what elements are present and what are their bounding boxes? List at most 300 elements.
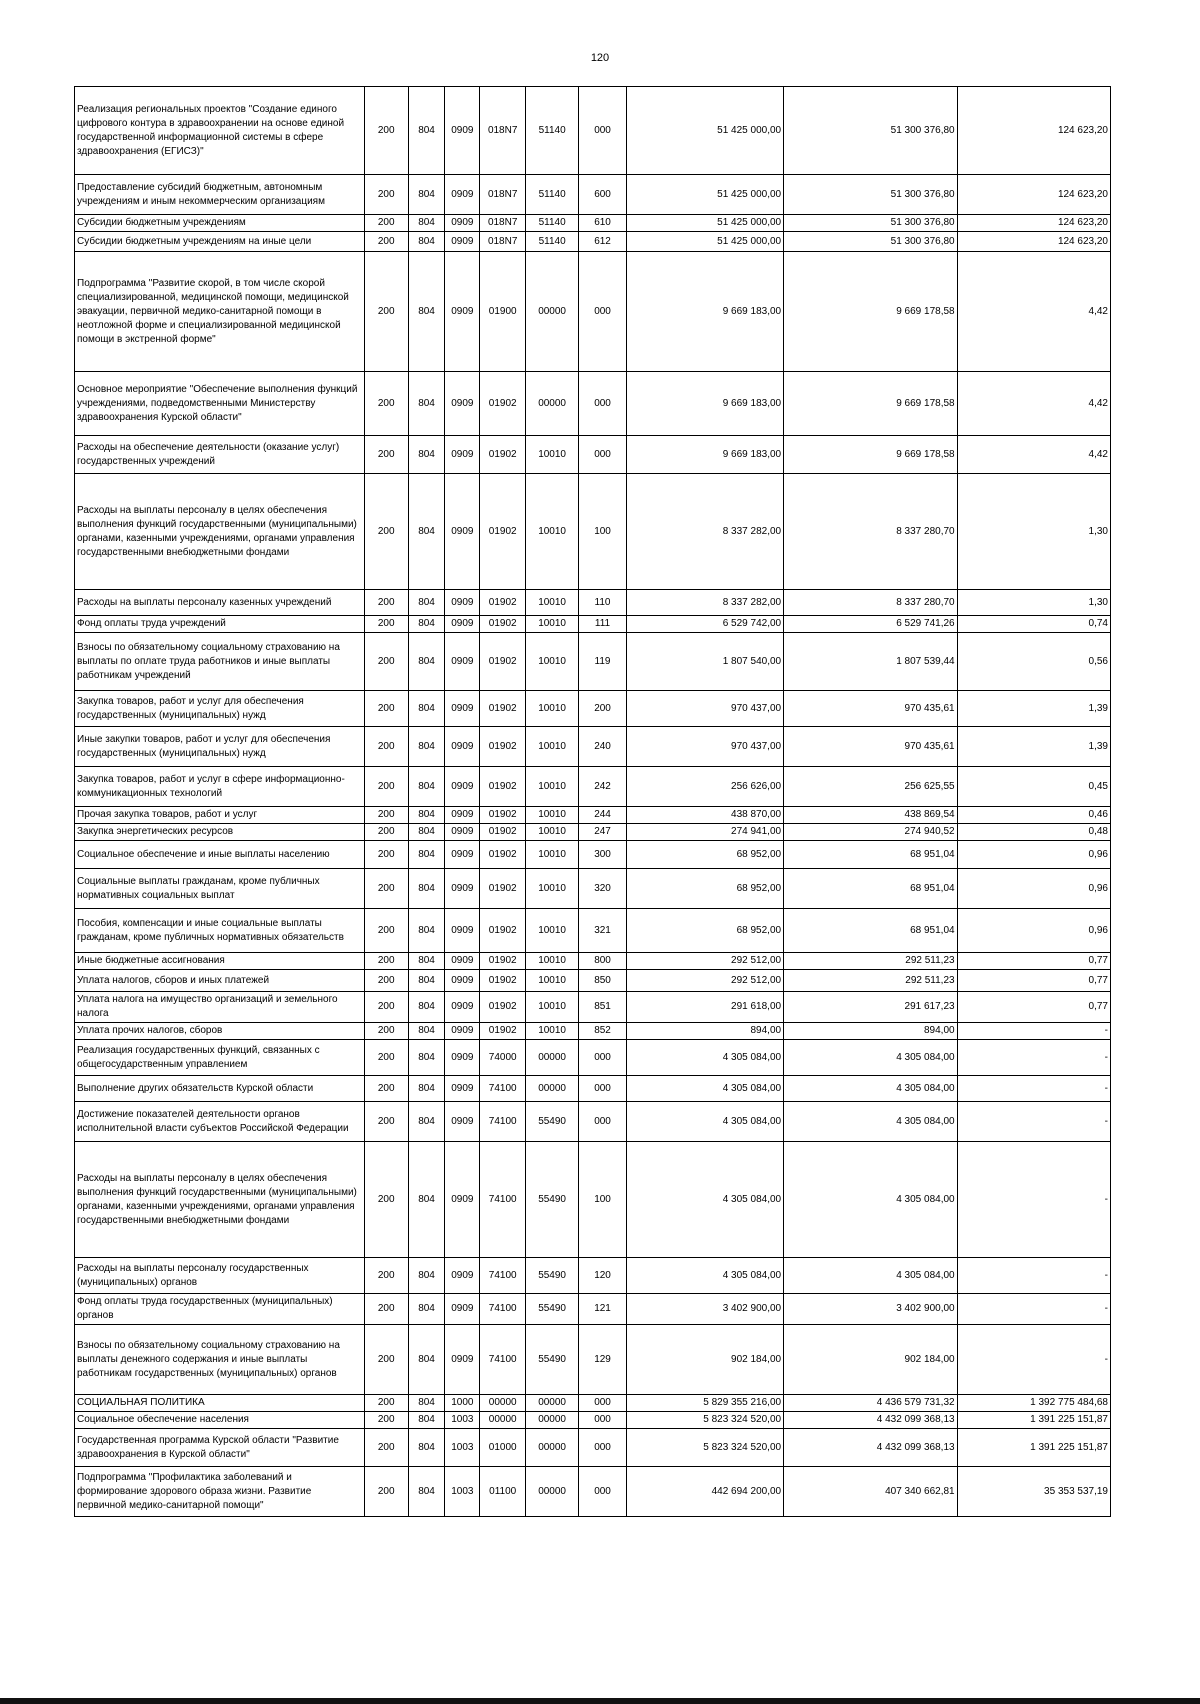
amount-v2: 902 184,00 (784, 1325, 958, 1395)
code-c4: 01902 (480, 1023, 525, 1040)
code-c1: 200 (364, 87, 408, 175)
code-c6: 610 (579, 215, 626, 232)
amount-v1: 9 669 183,00 (626, 436, 783, 474)
code-c4: 01100 (480, 1467, 525, 1517)
code-c6: 000 (579, 1395, 626, 1412)
row-name: Расходы на выплаты персоналу государственных (муниципальных) органов (75, 1258, 365, 1294)
row-name: Расходы на выплаты персоналу казенных учреждений (75, 590, 365, 616)
amount-v3: 1,39 (957, 727, 1110, 767)
code-c1: 200 (364, 616, 408, 633)
amount-v1: 970 437,00 (626, 727, 783, 767)
row-name: Фонд оплаты труда учреждений (75, 616, 365, 633)
code-c4: 01902 (480, 953, 525, 970)
amount-v2: 4 305 084,00 (784, 1142, 958, 1258)
row-name: Уплата налогов, сборов и иных платежей (75, 970, 365, 992)
amount-v3: - (957, 1142, 1110, 1258)
amount-v1: 51 425 000,00 (626, 215, 783, 232)
code-c6: 000 (579, 252, 626, 372)
row-name: Социальное обеспечение и иные выплаты населению (75, 841, 365, 869)
amount-v2: 292 511,23 (784, 953, 958, 970)
code-c1: 200 (364, 953, 408, 970)
amount-v2: 894,00 (784, 1023, 958, 1040)
code-c2: 804 (408, 767, 444, 807)
code-c2: 804 (408, 691, 444, 727)
table-row (75, 691, 1111, 727)
code-c3: 0909 (445, 590, 480, 616)
amount-v1: 1 807 540,00 (626, 633, 783, 691)
amount-v2: 68 951,04 (784, 909, 958, 953)
amount-v2: 291 617,23 (784, 992, 958, 1023)
amount-v1: 4 305 084,00 (626, 1258, 783, 1294)
code-c1: 200 (364, 1412, 408, 1429)
amount-v1: 68 952,00 (626, 909, 783, 953)
code-c3: 1000 (445, 1395, 480, 1412)
code-c1: 200 (364, 869, 408, 909)
row-name: Расходы на выплаты персоналу в целях обеспечения выполнения функций государственными (муниципальными) органами, казенными учреждениями, органами управления государственными внебюджетными фондами (75, 1142, 365, 1258)
code-c3: 0909 (445, 909, 480, 953)
code-c5: 00000 (525, 1040, 578, 1076)
code-c5: 10010 (525, 436, 578, 474)
code-c2: 804 (408, 215, 444, 232)
code-c4: 74100 (480, 1325, 525, 1395)
amount-v2: 8 337 280,70 (784, 474, 958, 590)
code-c2: 804 (408, 1076, 444, 1102)
amount-v3: - (957, 1040, 1110, 1076)
row-name: Расходы на обеспечение деятельности (оказание услуг) государственных учреждений (75, 436, 365, 474)
amount-v2: 8 337 280,70 (784, 590, 958, 616)
code-c3: 0909 (445, 633, 480, 691)
code-c3: 0909 (445, 232, 480, 252)
code-c1: 200 (364, 474, 408, 590)
amount-v3: 0,46 (957, 807, 1110, 824)
amount-v2: 51 300 376,80 (784, 215, 958, 232)
code-c1: 200 (364, 1395, 408, 1412)
row-name: Иные бюджетные ассигнования (75, 953, 365, 970)
code-c3: 0909 (445, 807, 480, 824)
amount-v1: 4 305 084,00 (626, 1102, 783, 1142)
amount-v3: 4,42 (957, 252, 1110, 372)
table-row (75, 175, 1111, 215)
code-c4: 01902 (480, 841, 525, 869)
code-c4: 74100 (480, 1294, 525, 1325)
amount-v1: 5 829 355 216,00 (626, 1395, 783, 1412)
table-row (75, 807, 1111, 824)
code-c6: 100 (579, 474, 626, 590)
code-c6: 119 (579, 633, 626, 691)
code-c6: 851 (579, 992, 626, 1023)
code-c1: 200 (364, 1429, 408, 1467)
code-c6: 240 (579, 727, 626, 767)
code-c3: 0909 (445, 252, 480, 372)
row-name: Достижение показателей деятельности органов исполнительной власти субъектов Российской Федерации (75, 1102, 365, 1142)
code-c5: 00000 (525, 252, 578, 372)
table-row (75, 1040, 1111, 1076)
code-c3: 0909 (445, 1102, 480, 1142)
amount-v2: 4 305 084,00 (784, 1258, 958, 1294)
row-name: Реализация региональных проектов "Создание единого цифрового контура в здравоохранении на основе единой государственной информационной системы в сфере здравоохранения (ЕГИСЗ)" (75, 87, 365, 175)
code-c1: 200 (364, 232, 408, 252)
amount-v3: 0,56 (957, 633, 1110, 691)
code-c2: 804 (408, 474, 444, 590)
code-c3: 0909 (445, 992, 480, 1023)
amount-v3: 1,39 (957, 691, 1110, 727)
code-c2: 804 (408, 372, 444, 436)
code-c2: 804 (408, 1102, 444, 1142)
code-c2: 804 (408, 252, 444, 372)
row-name: Государственная программа Курской области "Развитие здравоохранения в Курской области" (75, 1429, 365, 1467)
amount-v3: 4,42 (957, 436, 1110, 474)
amount-v3: 124 623,20 (957, 232, 1110, 252)
code-c3: 0909 (445, 1023, 480, 1040)
amount-v3: 124 623,20 (957, 175, 1110, 215)
table-row (75, 1429, 1111, 1467)
amount-v1: 970 437,00 (626, 691, 783, 727)
table-row (75, 633, 1111, 691)
code-c6: 244 (579, 807, 626, 824)
amount-v1: 4 305 084,00 (626, 1142, 783, 1258)
code-c1: 200 (364, 1040, 408, 1076)
code-c1: 200 (364, 252, 408, 372)
amount-v2: 970 435,61 (784, 691, 958, 727)
code-c2: 804 (408, 436, 444, 474)
code-c4: 018N7 (480, 87, 525, 175)
code-c5: 00000 (525, 1076, 578, 1102)
code-c3: 0909 (445, 1040, 480, 1076)
code-c3: 1003 (445, 1467, 480, 1517)
code-c2: 804 (408, 727, 444, 767)
amount-v3: 0,96 (957, 841, 1110, 869)
amount-v1: 9 669 183,00 (626, 372, 783, 436)
code-c1: 200 (364, 590, 408, 616)
table-row (75, 1258, 1111, 1294)
code-c5: 10010 (525, 953, 578, 970)
row-name: Подпрограмма "Развитие скорой, в том числе скорой специализированной, медицинской помощи, медицинской эвакуации, первичной медико-санитарной помощи в неотложной форме и специализированной медицинской помощи в экстренной форме" (75, 252, 365, 372)
amount-v2: 51 300 376,80 (784, 232, 958, 252)
amount-v3: - (957, 1258, 1110, 1294)
code-c2: 804 (408, 1294, 444, 1325)
code-c5: 10010 (525, 691, 578, 727)
code-c3: 0909 (445, 1325, 480, 1395)
table-row (75, 87, 1111, 175)
row-name: Расходы на выплаты персоналу в целях обеспечения выполнения функций государственными (муниципальными) органами, казенными учреждениями, органами управления государственными внебюджетными фондами (75, 474, 365, 590)
amount-v3: 4,42 (957, 372, 1110, 436)
amount-v3: - (957, 1102, 1110, 1142)
code-c3: 0909 (445, 727, 480, 767)
row-name: Социальное обеспечение населения (75, 1412, 365, 1429)
row-name: Уплата налога на имущество организаций и земельного налога (75, 992, 365, 1023)
code-c3: 1003 (445, 1429, 480, 1467)
amount-v1: 9 669 183,00 (626, 252, 783, 372)
code-c1: 200 (364, 175, 408, 215)
amount-v3: 1 391 225 151,87 (957, 1429, 1110, 1467)
amount-v1: 3 402 900,00 (626, 1294, 783, 1325)
amount-v3: 0,77 (957, 953, 1110, 970)
table-row (75, 1294, 1111, 1325)
code-c6: 321 (579, 909, 626, 953)
code-c1: 200 (364, 436, 408, 474)
code-c2: 804 (408, 633, 444, 691)
code-c3: 0909 (445, 616, 480, 633)
amount-v3: 35 353 537,19 (957, 1467, 1110, 1517)
code-c3: 0909 (445, 1294, 480, 1325)
row-name: Прочая закупка товаров, работ и услуг (75, 807, 365, 824)
code-c5: 10010 (525, 474, 578, 590)
code-c4: 01902 (480, 869, 525, 909)
code-c4: 01902 (480, 970, 525, 992)
amount-v1: 68 952,00 (626, 869, 783, 909)
code-c6: 120 (579, 1258, 626, 1294)
code-c3: 0909 (445, 474, 480, 590)
code-c6: 129 (579, 1325, 626, 1395)
amount-v2: 292 511,23 (784, 970, 958, 992)
amount-v1: 894,00 (626, 1023, 783, 1040)
row-name: Подпрограмма "Профилактика заболеваний и формирование здорового образа жизни. Развитие первичной медико-санитарной помощи" (75, 1467, 365, 1517)
code-c1: 200 (364, 1258, 408, 1294)
row-name: Предоставление субсидий бюджетным, автономным учреждениям и иным некоммерческим организациям (75, 175, 365, 215)
table-row (75, 1325, 1111, 1395)
code-c4: 01902 (480, 474, 525, 590)
table-row (75, 252, 1111, 372)
amount-v1: 5 823 324 520,00 (626, 1429, 783, 1467)
code-c6: 247 (579, 824, 626, 841)
code-c3: 0909 (445, 869, 480, 909)
amount-v2: 1 807 539,44 (784, 633, 958, 691)
amount-v3: 124 623,20 (957, 87, 1110, 175)
amount-v1: 51 425 000,00 (626, 87, 783, 175)
code-c1: 200 (364, 1023, 408, 1040)
table-row (75, 767, 1111, 807)
code-c6: 000 (579, 1467, 626, 1517)
code-c6: 800 (579, 953, 626, 970)
code-c4: 74100 (480, 1076, 525, 1102)
code-c4: 01902 (480, 767, 525, 807)
row-name: Закупка товаров, работ и услуг для обеспечения государственных (муниципальных) нужд (75, 691, 365, 727)
code-c6: 000 (579, 1429, 626, 1467)
code-c4: 01902 (480, 691, 525, 727)
code-c4: 01900 (480, 252, 525, 372)
table-row (75, 1023, 1111, 1040)
row-name: Основное мероприятие "Обеспечение выполнения функций учреждениями, подведомственными Министерству здравоохранения Курской области" (75, 372, 365, 436)
code-c2: 804 (408, 1023, 444, 1040)
amount-v1: 51 425 000,00 (626, 232, 783, 252)
code-c6: 100 (579, 1142, 626, 1258)
code-c4: 018N7 (480, 215, 525, 232)
table-row (75, 824, 1111, 841)
code-c5: 51140 (525, 175, 578, 215)
code-c5: 10010 (525, 824, 578, 841)
amount-v2: 9 669 178,58 (784, 436, 958, 474)
amount-v3: 1 391 225 151,87 (957, 1412, 1110, 1429)
code-c6: 242 (579, 767, 626, 807)
code-c1: 200 (364, 1294, 408, 1325)
table-row (75, 727, 1111, 767)
code-c5: 51140 (525, 232, 578, 252)
code-c6: 000 (579, 87, 626, 175)
amount-v2: 274 940,52 (784, 824, 958, 841)
code-c4: 018N7 (480, 175, 525, 215)
row-name: Закупка энергетических ресурсов (75, 824, 365, 841)
code-c6: 300 (579, 841, 626, 869)
code-c6: 000 (579, 1102, 626, 1142)
code-c2: 804 (408, 232, 444, 252)
amount-v3: - (957, 1325, 1110, 1395)
amount-v3: 0,48 (957, 824, 1110, 841)
code-c5: 10010 (525, 807, 578, 824)
amount-v2: 9 669 178,58 (784, 372, 958, 436)
table-row (75, 232, 1111, 252)
code-c5: 10010 (525, 869, 578, 909)
amount-v1: 291 618,00 (626, 992, 783, 1023)
code-c3: 0909 (445, 1258, 480, 1294)
code-c2: 804 (408, 87, 444, 175)
code-c1: 200 (364, 1467, 408, 1517)
amount-v1: 292 512,00 (626, 953, 783, 970)
code-c4: 00000 (480, 1395, 525, 1412)
amount-v3: 1,30 (957, 474, 1110, 590)
code-c4: 01902 (480, 909, 525, 953)
code-c3: 0909 (445, 372, 480, 436)
code-c3: 0909 (445, 1076, 480, 1102)
code-c2: 804 (408, 1142, 444, 1258)
code-c6: 200 (579, 691, 626, 727)
amount-v3: 0,96 (957, 869, 1110, 909)
table-row (75, 372, 1111, 436)
code-c5: 10010 (525, 1023, 578, 1040)
code-c2: 804 (408, 841, 444, 869)
amount-v1: 292 512,00 (626, 970, 783, 992)
page-number: 120 (590, 52, 610, 64)
code-c1: 200 (364, 1076, 408, 1102)
code-c3: 0909 (445, 767, 480, 807)
amount-v3: 1,30 (957, 590, 1110, 616)
code-c4: 74100 (480, 1142, 525, 1258)
amount-v1: 6 529 742,00 (626, 616, 783, 633)
amount-v2: 4 305 084,00 (784, 1040, 958, 1076)
row-name: Уплата прочих налогов, сборов (75, 1023, 365, 1040)
code-c3: 0909 (445, 841, 480, 869)
table-row (75, 590, 1111, 616)
code-c2: 804 (408, 824, 444, 841)
code-c4: 018N7 (480, 232, 525, 252)
code-c4: 01902 (480, 436, 525, 474)
amount-v1: 4 305 084,00 (626, 1040, 783, 1076)
amount-v1: 8 337 282,00 (626, 590, 783, 616)
table-row (75, 1102, 1111, 1142)
code-c5: 10010 (525, 590, 578, 616)
code-c6: 000 (579, 1412, 626, 1429)
table-row (75, 869, 1111, 909)
code-c5: 55490 (525, 1102, 578, 1142)
code-c2: 804 (408, 1395, 444, 1412)
amount-v1: 274 941,00 (626, 824, 783, 841)
code-c4: 74000 (480, 1040, 525, 1076)
code-c5: 10010 (525, 727, 578, 767)
code-c3: 0909 (445, 436, 480, 474)
table-row (75, 474, 1111, 590)
amount-v1: 5 823 324 520,00 (626, 1412, 783, 1429)
code-c2: 804 (408, 807, 444, 824)
amount-v1: 8 337 282,00 (626, 474, 783, 590)
code-c5: 55490 (525, 1325, 578, 1395)
code-c5: 00000 (525, 1395, 578, 1412)
code-c6: 000 (579, 372, 626, 436)
row-name: Субсидии бюджетным учреждениям на иные цели (75, 232, 365, 252)
code-c1: 200 (364, 372, 408, 436)
code-c6: 600 (579, 175, 626, 215)
row-name: Иные закупки товаров, работ и услуг для обеспечения государственных (муниципальных) нужд (75, 727, 365, 767)
amount-v2: 68 951,04 (784, 869, 958, 909)
code-c2: 804 (408, 590, 444, 616)
row-name: СОЦИАЛЬНАЯ ПОЛИТИКА (75, 1395, 365, 1412)
code-c4: 01902 (480, 824, 525, 841)
amount-v3: 124 623,20 (957, 215, 1110, 232)
code-c4: 00000 (480, 1412, 525, 1429)
amount-v3: 0,77 (957, 970, 1110, 992)
row-name: Закупка товаров, работ и услуг в сфере информационно-коммуникационных технологий (75, 767, 365, 807)
table-row (75, 909, 1111, 953)
code-c1: 200 (364, 970, 408, 992)
row-name: Субсидии бюджетным учреждениям (75, 215, 365, 232)
amount-v2: 438 869,54 (784, 807, 958, 824)
code-c6: 000 (579, 436, 626, 474)
row-name: Социальные выплаты гражданам, кроме публичных нормативных социальных выплат (75, 869, 365, 909)
code-c2: 804 (408, 1412, 444, 1429)
amount-v1: 51 425 000,00 (626, 175, 783, 215)
code-c3: 0909 (445, 953, 480, 970)
amount-v2: 4 432 099 368,13 (784, 1412, 958, 1429)
code-c2: 804 (408, 1429, 444, 1467)
code-c2: 804 (408, 970, 444, 992)
table-row (75, 1467, 1111, 1517)
code-c6: 121 (579, 1294, 626, 1325)
code-c1: 200 (364, 1325, 408, 1395)
code-c2: 804 (408, 992, 444, 1023)
code-c4: 01902 (480, 727, 525, 767)
code-c3: 0909 (445, 691, 480, 727)
code-c5: 00000 (525, 372, 578, 436)
code-c4: 01902 (480, 633, 525, 691)
amount-v2: 4 305 084,00 (784, 1102, 958, 1142)
row-name: Реализация государственных функций, связанных с общегосударственным управлением (75, 1040, 365, 1076)
table-row (75, 970, 1111, 992)
code-c3: 0909 (445, 1142, 480, 1258)
amount-v2: 407 340 662,81 (784, 1467, 958, 1517)
code-c6: 852 (579, 1023, 626, 1040)
code-c6: 111 (579, 616, 626, 633)
amount-v3: - (957, 1294, 1110, 1325)
code-c5: 10010 (525, 633, 578, 691)
code-c6: 000 (579, 1076, 626, 1102)
table-body (75, 87, 1111, 1517)
code-c5: 00000 (525, 1412, 578, 1429)
code-c3: 0909 (445, 970, 480, 992)
code-c5: 51140 (525, 215, 578, 232)
code-c5: 10010 (525, 909, 578, 953)
code-c4: 01902 (480, 590, 525, 616)
amount-v1: 442 694 200,00 (626, 1467, 783, 1517)
code-c6: 320 (579, 869, 626, 909)
amount-v3: - (957, 1023, 1110, 1040)
code-c1: 200 (364, 727, 408, 767)
code-c5: 55490 (525, 1294, 578, 1325)
amount-v3: 1 392 775 484,68 (957, 1395, 1110, 1412)
code-c5: 10010 (525, 616, 578, 633)
amount-v1: 438 870,00 (626, 807, 783, 824)
amount-v2: 51 300 376,80 (784, 87, 958, 175)
amount-v2: 3 402 900,00 (784, 1294, 958, 1325)
amount-v2: 68 951,04 (784, 841, 958, 869)
code-c4: 01902 (480, 807, 525, 824)
